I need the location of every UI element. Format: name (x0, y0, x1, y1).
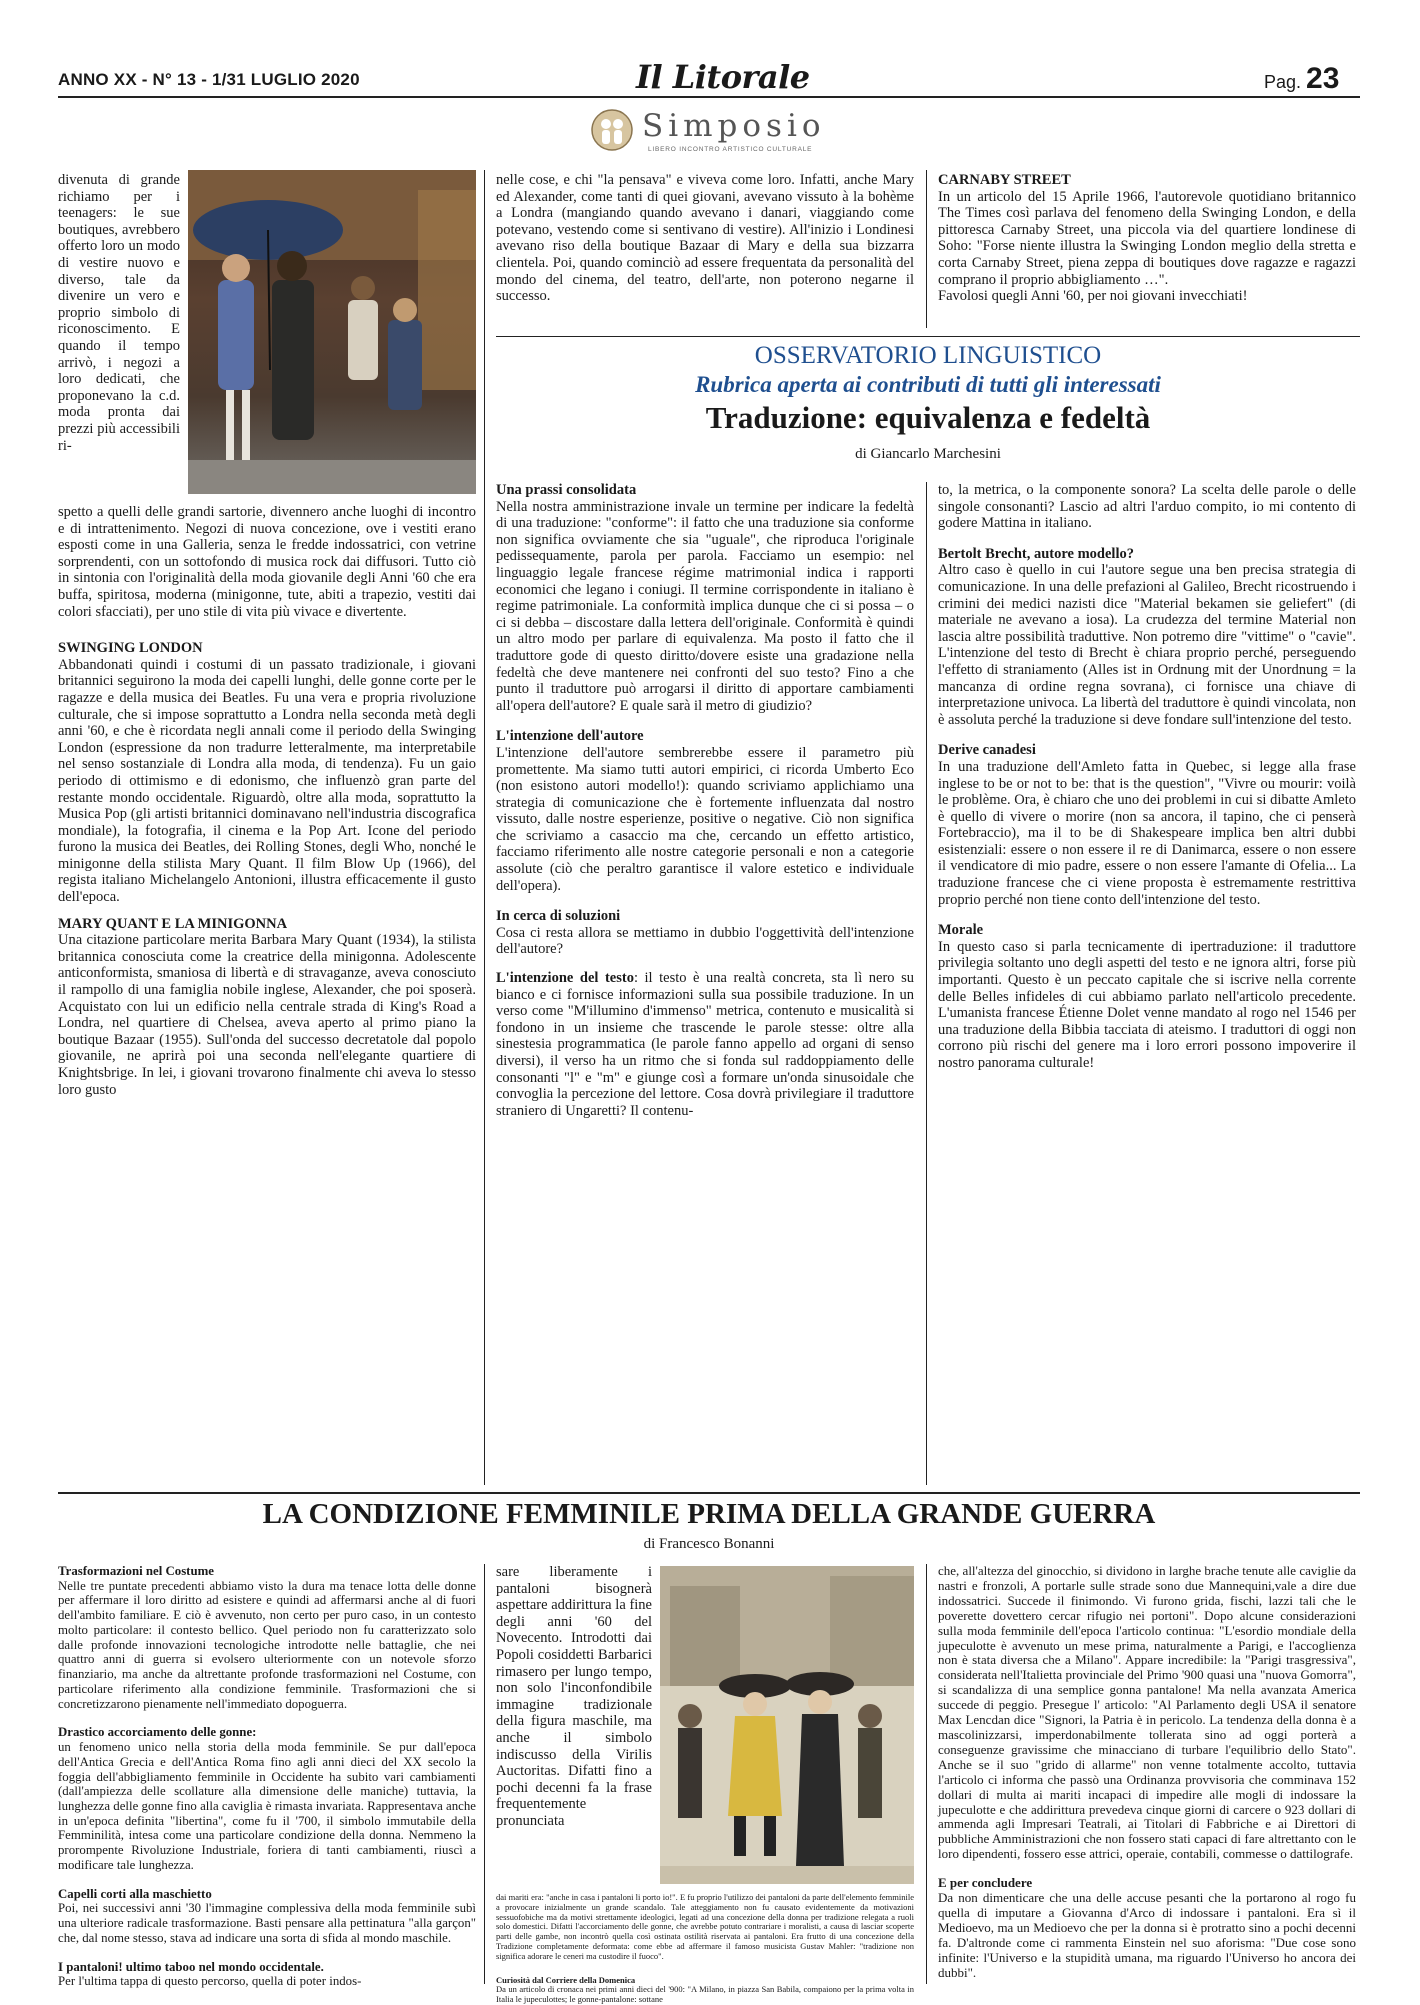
femminile-byline: di Francesco Bonanni (643, 1536, 775, 1552)
simposio-col1 (58, 504, 476, 1098)
brecht-heading: Bertolt Brecht, autore modello? (938, 545, 1134, 562)
canadesi-text: In una traduzione dell'Amleto fatta in Quebec, si legge alla frase inglese to be or not to be: that is the question", "Vivre ou mourir: voilà le problème. Ora, è chiaro che uno dei problemi in cui si dibatte Amleto è quello di vivere o morire (non sa ancora, il tapino, che ci penserà Fortebraccio), ma il to be di Shakespeare implica ben altri dubbi esistenziali: essere o non essere il re di Danimarca, essere o non essere il vendicatore di mio padre, essere o non essere l'amante di Ofelia... La traduzione francese che ci viene proposta è estremamente restrittiva proprio perché non tiene conto dell'intenzione del testo. (938, 758, 1356, 908)
concludere-text: Da non dimenticare che una delle accuse pesanti che la portarono al rogo fu quella di imputare a Giovanna d'Arco di indossare i pantaloni. Era sì il Medioevo, ma un Medioevo che per la donna si è protratto sino a pochi decenni fa. D'altronde come ci rammenta Einstein nel suo aforisma: "Due cose sono infinite: l'Universo e la stupidità umana, ma riguardo l'Universo ho ancora dei dubbi". (938, 1890, 1356, 1980)
intenzione-autore-text: L'intenzione dell'autore sembrerebbe essere il parametro più promettente. Ma siamo tutti autori empirici, ci ricorda Umberto Eco (non esistono autori modello!): quando scriviamo applichiamo una strategia di comunicazione che è fortemente influenzata dal nostro vissuto, dalle nostre esperienze, positive o negative. Ciò non significa che scriviamo a casaccio ma che, cercando un effetto artistico, facciamo riferimento alle nostre categorie personali e non a categorie assolute (ciò che peraltro garantisce il valore estetico e individuale dell'opera). (496, 744, 914, 894)
byline-marchesini: di Giancarlo Marchesini (855, 446, 1001, 462)
swinging-london-heading: SWINGING LONDON (58, 640, 203, 657)
col-divider (926, 1564, 927, 1984)
masthead-logo: Il Litorale (636, 58, 810, 96)
morale-text: In questo caso si parla tecnicamente di ipertraduzione: il traduttore privilegia soltanto uno degli aspetti del testo e ne ignora altri, forse più importanti. Questo è un peccato capitale che si iscrive nella corrente delle Belles infideles di cui abbiamo parlato nell'articolo precedente. L'umanista francese Étienne Dolet venne mandato al rogo nel 1546 per una traduzione della Bibbia tacciata di ateismo. I traduttori di oggi non corrono più rischi del genere ma i loro errori possono impoverire il nostro panorama culturale! (938, 938, 1356, 1071)
mattina-text: to, la metrica, o la componente sonora? La scelta delle parole o delle singole consonanti? Lascio ad altri l'arduo compito, io mi contento di godere Mattina in italiano. (938, 482, 1356, 532)
prassi-text: Nella nostra amministrazione invale un termine per indicare la fedeltà di una traduzione: "conforme": il fatto che una traduzione sia conforme non significa ovviamente che sia "uguale", che riproduca l'originale pedissequamente, parola per parola. Facciamo un esempio: nel linguaggio legale francese régime matrimonial indica i rapporti economici che legano i coniugi. Il termine corrispondente in italiano è regime patrimoniale. La conformità implica dunque che ci si possa – o ci si debba – discostare dalla lettera dell'originale. Conformità è quindi un altro modo per parlare di equivalenza. Ma posto il fatto che il traduttore gode di questo diritto/dovere esiste una gradazione nella fedeltà che deve mantenere nei confronti del suo testo? Fino a che punto il traduttore può arrogarsi il diritto di apportare cambiamenti all'opera dell'autore? E quale sarà il metro di giudizio? (496, 498, 914, 714)
mariti-text: dai mariti era: "anche in casa i pantaloni li porto io!". E fu proprio l'utilizzo dei pantaloni da parte dell'elemento femminile a provocare inizialmente un grande scandalo. Tale atteggiamento non fu causato evidentemente da motivazioni sessuofobiche ma da motivi strettamente ideologici, legati ad una concezione della donna per tradizione relegata a ruoli solo domestici. Difatti l'accorciamento delle gonne, che avrebbe potuto contrariare i moralisti, a causa di lasciar scoperte parti delle gambe, non incontrò quella così ostinata ostilità riservata ai pantaloni. Era frutto di una concezione della Tradizione completamente deformata: come ebbe ad affermare il famoso musicista Gustav Mahler: "tradizione non significa adorare le ceneri ma custodire il fuoco". (496, 1892, 914, 1961)
simposio-emblem-icon (590, 108, 634, 152)
simposio-col1-cont: spetto a quelli delle grandi sartorie, divennero anche luoghi di incontro e di intrattenimento. Negozi di nuova concezione, ove i vestiti erano esposti come in una Galleria, senza le fredde indossatrici, con vetrine sorprendenti, con un sottofondo di musica rock dai diffusori. Tutto ciò in sintonia con l'originalità della moda giovanile degli Anni '60 che era buffa, spiritosa, moderna (minigonne, tute, abiti a trapezio, vestiti dai colori sfacciati), per uno stile di vita più vivace e divertente. (58, 504, 476, 620)
col-divider (484, 170, 485, 1485)
swinging-london-text: Abbandonati quindi i costumi di un passato tradizionale, i giovani britannici seguirono la moda dei capelli lunghi, delle gonne corte per le ragazze e della musica dei Beatles. Fu una vera e propria rivoluzione culturale, che si impose soprattutto a Londra nella seconda metà degli anni '60, e che è ricordata negli annali come il periodo della Swinging London (espressione da non tradurre letteralmente, ma interpretabile nel senso sostanziale di Londra alla moda, di tendenza). Fu un gaio periodo di ottimismo e di edonismo, che influenzò gran parte del restante mondo occidentale. Riguardò, oltre alla moda, soprattutto la Musica Pop (gli artisti britannici dominavano nell'industria discografica mondiale), la fotografia, il cinema e la Pop Art. Icone del periodo furono la musica dei Beatles, dei Rolling Stones, degli Who, nonché le minigonne della stilista Mary Quant. Il film Blow Up (1966), del regista italiano Michelangelo Antonioni, illustra efficacemente il gusto dell'epoca. (58, 656, 476, 906)
intenzione-testo-text (496, 970, 914, 1119)
pantaloni-text: Per l'ultima tappa di questo percorso, quella di poter indos- (58, 1974, 362, 1989)
col-divider (484, 1564, 485, 1984)
page-number-value: 23 (1306, 62, 1340, 95)
intenzione-testo-lead: L'intenzione del testo (496, 970, 634, 987)
section-rule (496, 336, 1360, 337)
simposio-col2: nelle cose, e chi "la pensava" e viveva come loro. Infatti, anche Mary ed Alexander, come tanti di quei giovani, avevano vissuto à la bohème a Londra (mangiando quando avevano i danari, viaggiando come potevano, vestendo come si sentivano di vestire). All'inizio i Londinesi avevano riso della boutique Bazaar di Mary e della sua bizzarra clientela. Poi, quando cominciò ad essere frequentata da personalità del mondo del cinema, del teatro, dell'arte, non poterono negarne il successo. (496, 172, 914, 305)
femminile-col3 (938, 1564, 1356, 1980)
col-divider (926, 170, 927, 328)
osservatorio-subtitle: Rubrica aperta ai contributi di tutti gli interessati (695, 372, 1161, 397)
intenzione-autore-heading: L'intenzione dell'autore (496, 728, 644, 745)
osservatorio-col2 (938, 482, 1356, 1072)
gonne-text: un fenomeno unico nella storia della moda femminile. Se pur dall'epoca dell'Antica Grecia e dell'Antica Roma fino agli anni dieci del XX secolo la foggia dell'abbigliamento femminile in Occidente ha subito vari cambiamenti (dall'ampiezza delle scollature alla dimensione delle maniche) tuttavia, la lunghezza delle gonne fino alla caviglia è rimasta invariata. Rappresentava anche in un'epoca definita "libertina", come fu il '700, il simbolo immutabile della Femminilità, intesa come una particolare condizione della donna. Nemmeno la prorompente Rivoluzione Industriale, foriera di tanti cambiamenti, riuscì a modificare tale lunghezza. (58, 1740, 476, 1872)
capelli-text: Poi, nei successivi anni '30 l'immagine complessiva della moda femminile subì una ulteriore radicale trasformazione. Basti pensare alla pettinatura "alla garçon" che, dal nome stesso, stava ad indicare una sorta di sfida al mondo maschile. (58, 1901, 476, 1945)
jupeculotte-text: che, all'altezza del ginocchio, si dividono in larghe brache tenute alle caviglie da nastri e fronzoli, A portarle sulle strade sono due Mannequini,vale a dire due indossatrici. Succede il finimondo. Vi furono grida, fischi, lazzi tali che le poverette dovettero cercar rifugio nei portoni". Dopo alcune considerazioni sulla moda femminile dell'epoca l'articolo continua: "L'esordio mondiale della jupeculotte è avvenuto un mese prima, naturalmente a Parigi, e l'accoglienza non è stata diversa che a Milano". Appare incredibile: la "Parigi trasgressiva", considerata nell'Italietta provinciale del Primo '900 quasi una "nuova Gomorra", si scandalizza di una semplice gonna pantalone! Ma nella avanzata America succede di peggio. Presegue l' articolo: "Al Parlamento degli USA il senatore Max Lencdan dice "Signori, la Patria è in pericolo. La tendenza della donna è a mascolinizzarsi, imperdonabilmente tollerata sino ad oggi porterà a conseguenze gravissime che minacciano di turbare l'equilibrio dello Stato". Anche se il suo "grido di allarme" non venne totalmente accolto, tuttavia l'articolo ci informa che passò una Ordinanza provvisoria che comminava 152 dollari di multa ai mariti incapaci di impedire alle mogli di indossare la jupeculotte e che addirittura prevedeva cinque giorni di carcere o 923 dollari di ammenda agli Impresari Teatrali, ai Titolari di Fabbriche e ai Direttori di pubbliche Amministrazioni che non fossero stati capaci di fare altrettanto con le loro dipendenti, fossero esse attrici, operaie, contabili, commesse o dattilografe. (938, 1563, 1356, 1862)
section-rule (58, 1492, 1360, 1494)
trasformazioni-text: Nelle tre puntate precedenti abbiamo visto la dura ma tenace lotta delle donne per affermare il loro diritto ad esistere e quindi ad affermarsi anche al di fuori dell'ambito familiare. E ciò è avvenuto, non certo per puro caso, in un contesto molto particolare: il contesto bellico. Quel periodo non fu caratterizzato solo dalle profonde innovazioni tecnologiche introdotte nelle battaglie, che nei quattro anni di guerra si evolsero ulteriormente con un notevole sforzo finanziario, ma anche da altrettante profonde trasformazioni nel Costume, con particolare riferimento alla condizione femminile. Trasformazioni che si concretizzarono pienamente nell'immediato dopoguerra. (58, 1578, 476, 1711)
concludere-heading: E per concludere (938, 1875, 1033, 1891)
curiosita-text: Da un articolo di cronaca nei primi anni dieci del '900: "A Milano, in piazza San Babila, compaiono per la prima volta in Italia le jupeculottes; le gonne-pantalone: sottane (496, 1984, 914, 2005)
morale-heading: Morale (938, 922, 984, 939)
capelli-heading: Capelli corti alla maschietto (58, 1886, 212, 1901)
canadesi-heading: Derive canadesi (938, 742, 1036, 759)
soluzioni-heading: In cerca di soluzioni (496, 908, 621, 925)
issue-info: ANNO XX - N° 13 - 1/31 LUGLIO 2020 (58, 70, 360, 89)
page-label: Pag. (1264, 72, 1302, 92)
carnaby-text: In un articolo del 15 Aprile 1966, l'autorevole quotidiano britannico The Times così parlava del fenomeno della Swinging London, e della pittoresca Carnaby Street, una piccola via del quartiere londinese di Soho: "Forse niente illustra la Swinging London meglio della stretta e corta Carnaby Street, piena zeppa di boutiques dove ragazze e ragazzi comprano il proprio abbigliamento …". (938, 188, 1356, 288)
curiosita-heading: Curiosità dal Corriere della Domenica (496, 1974, 636, 1985)
osservatorio-col1 (496, 482, 914, 1119)
simposio-col1-intro: divenuta di grande richiamo per i teenagers: le sue boutiques, avrebbero offerto loro un modo di vestire nuovo e diverso, tale da divenire un vero e proprio simbolo di riconoscimento. E quando il tempo arrivò, i negozi a loro dedicati, che proponevano la c.d. moda pronta dai prezzi più accessibili ri- (58, 172, 180, 454)
simposio-logo (590, 106, 840, 158)
trasformazioni-heading: Trasformazioni nel Costume (58, 1564, 215, 1578)
osservatorio-title: Traduzione: equivalenza e fedeltà (705, 400, 1151, 435)
femminile-title: LA CONDIZIONE FEMMINILE PRIMA DELLA GRANDE GUERRA (262, 1498, 1156, 1530)
femminile-col2 (496, 1893, 914, 2005)
swinging-london-photo (188, 170, 476, 494)
osservatorio-byline (496, 446, 1360, 463)
simposio-tagline: LIBERO INCONTRO ARTISTICO CULTURALE (648, 146, 813, 153)
carnaby-closing: Favolosi quegli Anni '60, per noi giovani invecchiati! (938, 288, 1248, 305)
page-number (1264, 62, 1339, 96)
prassi-heading: Una prassi consolidata (496, 482, 637, 498)
intenzione-testo-body: : il testo è una realtà concreta, sta lì nero su bianco e ci fornisce informazioni sulla sua possibile traduzione. In un verso come "M'illumino d'immenso" metrica, contenuto e musicalità si fondono in un insieme che trascende le parole stesse: oltre alla sinestesia programmatica (le parole fanno appello ad organi di senso diversi), il verso ha un ritmo che si fonda sul raddoppiamento delle consonanti "l" e "m" e giunge così a formare un'onda sinusoidale che convoglia la percezione del lettore. Cosa dovrà privilegiare il traduttore straniero di Ungaretti? Il contenu- (496, 970, 914, 1119)
mary-quant-text: Una citazione particolare merita Barbara Mary Quant (1934), la stilista britannica conosciuta come la creatrice della minigonna. Adolescente anticonformista, smaniosa di libertà e di stravaganze, aveva conosciuto il rampollo di una famiglia nobile inglese, Alexander, che poi sposerà. Acquistato con lui un edificio nella centrale strada di King's Road a Londra, nel quartiere di Chelsea, aveva aperto al primo piano la boutique Bazaar (1955). Sull'onda del successo decretatole dal popolo giovanile, ne aprirà poi una seconda nell'elegante quartiere di Knightsbrige. In lei, i giovani trovarono finalmente chi aveva lo stesso loro gusto (58, 932, 476, 1098)
simposio-title: Simposio (642, 108, 826, 144)
umbrella-couple-image (188, 170, 476, 494)
pantaloni-heading: I pantaloni! ultimo taboo nel mondo occidentale. (58, 1959, 324, 1974)
jupeculotte-illustration (660, 1566, 914, 1884)
femminile-col1 (58, 1564, 476, 1989)
gonne-heading: Drastico accorciamento delle gonne: (58, 1725, 257, 1740)
brecht-text: Altro caso è quello in cui l'autore segue una ben precisa strategia di comunicazione. In una delle prefazioni al Galileo, Brecht ricostruendo i crimini dei medici nazisti dice "Material bekamen sie geliefert" (di materiale ne avevano a iosa). La crudezza del termine Material non lascia altre possibilità traduttive. Non potremo dire "vittime" o "cavie". L'intenzione del testo di Brecht è chiara proprio perché, perseguendo l'effetto di straniamento (Alles ist in Ordnung mit der Unordnung = la mancanza di ordine regna sovrana), ci fornisce una chiave di interpretazione univoca. La libertà del traduttore è quindi vincolata, non è assoluta perché la traduzione si deve fondare sull'intenzione del testo. (938, 562, 1356, 728)
simposio-col3 (938, 172, 1356, 305)
col-divider (926, 482, 927, 1485)
mary-quant-heading: MARY QUANT E LA MINIGONNA (58, 915, 288, 932)
header-rule (58, 96, 1360, 98)
osservatorio-kicker: OSSERVATORIO LINGUISTICO (754, 342, 1102, 369)
soluzioni-text: Cosa ci resta allora se mettiamo in dubbio l'oggettività dell'intenzione dell'autore? (496, 924, 914, 958)
femminile-col2-top: sare liberamente i pantaloni bisognerà aspettare addirittura la fine degli anni '60 del Novecento. Introdotti dai Popoli cosiddetti Barbarici rimasero per lungo tempo, non solo l'inconfondibile immagine tradizionale della figura maschile, ma anche il simbolo indiscusso della Virilis Auctoritas. Difatti fino a pochi decenni fa la frase frequentemente pronunciata (496, 1564, 652, 1829)
corriere-illustration-image (660, 1566, 914, 1884)
carnaby-heading: CARNABY STREET (938, 172, 1071, 188)
